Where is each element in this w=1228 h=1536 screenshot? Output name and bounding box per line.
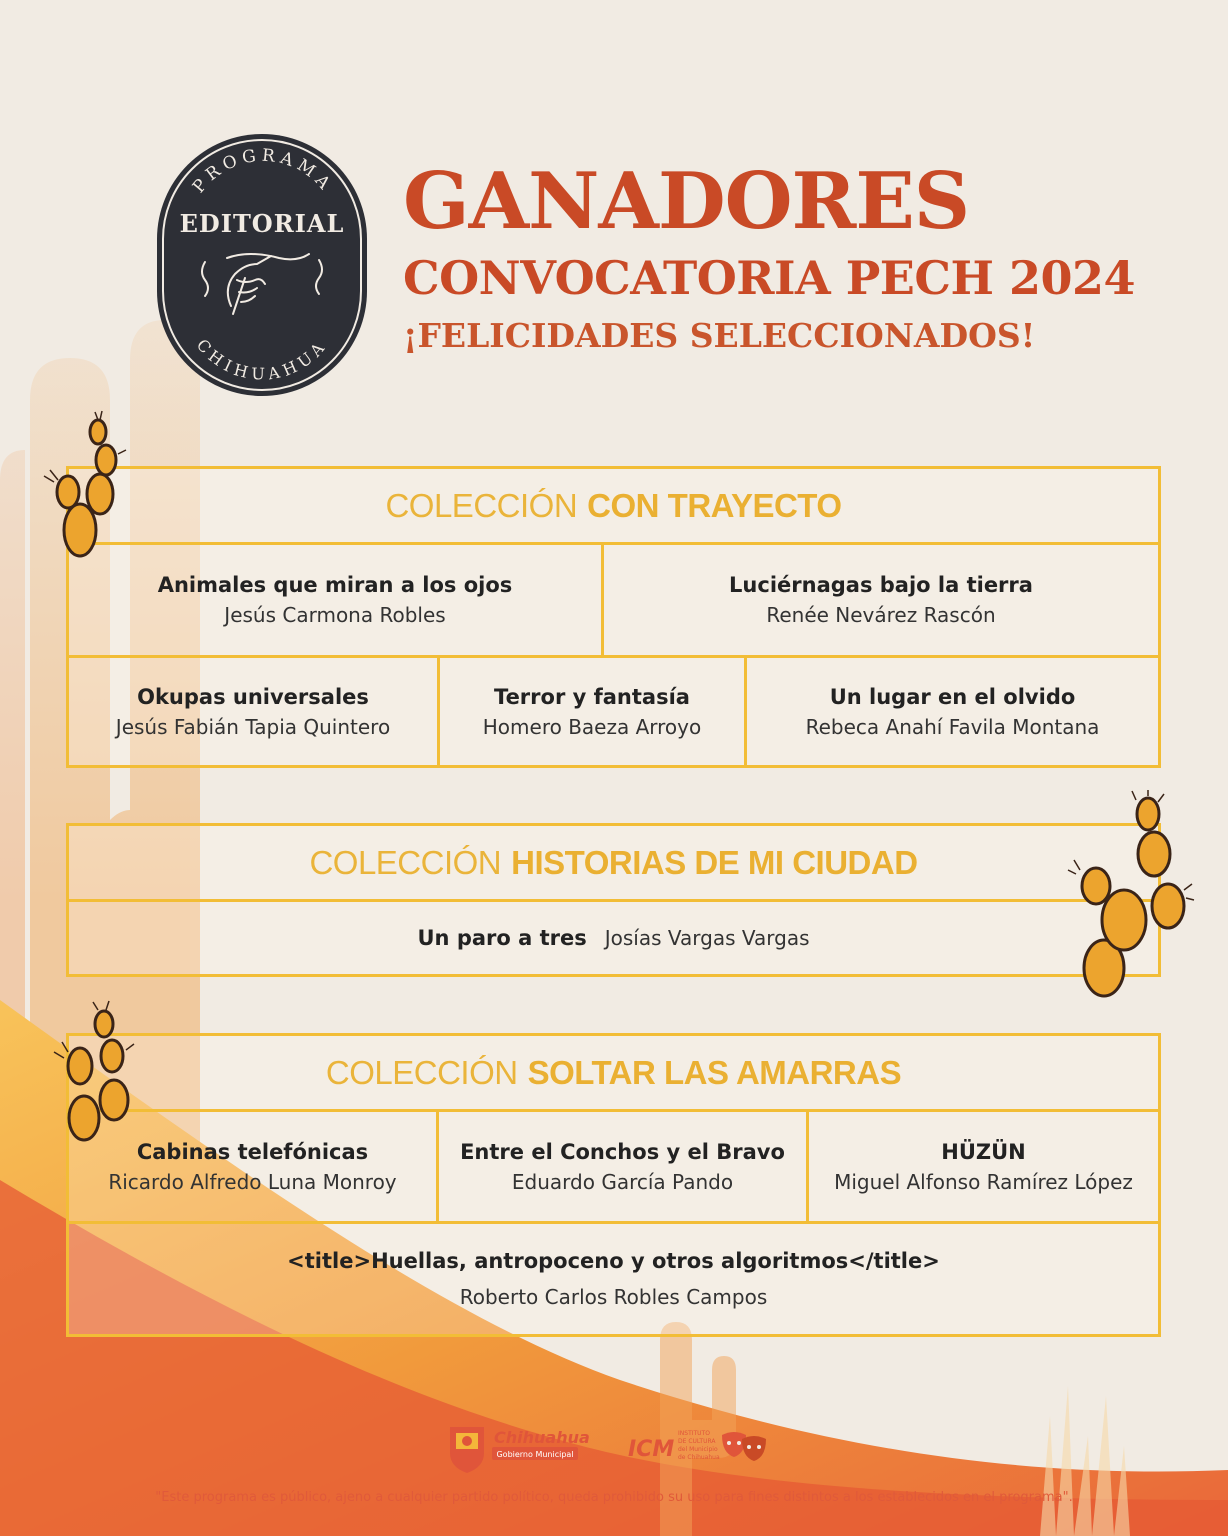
book-title: HÜZÜN: [941, 1139, 1026, 1164]
book-author: Homero Baeza Arroyo: [482, 714, 702, 739]
book-title: Un lugar en el olvido: [829, 684, 1076, 709]
cactus-decoration-icon: [40, 410, 132, 560]
book-author: Miguel Alfonso Ramírez López: [834, 1169, 1133, 1194]
book-author: Jesús Fabián Tapia Quintero: [115, 714, 391, 739]
collection-soltar-las-amarras: [66, 1033, 1161, 1337]
winners-row: [69, 545, 1158, 655]
winner-cell: [69, 545, 601, 655]
collection-title: [69, 1036, 1158, 1112]
chihuahua-coat-of-arms-icon: [450, 1427, 484, 1473]
collection-name: SOLTAR LAS AMARRAS: [527, 1053, 902, 1091]
logo-arc-bottom: CHIHUAHUA: [192, 335, 332, 384]
collection-title: [69, 826, 1158, 902]
municipio-sub: Gobierno Municipal: [496, 1450, 574, 1459]
headline-block: [403, 156, 1203, 358]
collection-historias-de-mi-ciudad: [66, 823, 1161, 977]
winner-cell: [806, 1112, 1158, 1221]
book-author: Josías Vargas Vargas: [604, 926, 810, 950]
winner-cell: [744, 658, 1158, 765]
winners-row: [69, 1221, 1158, 1334]
programa-editorial-logo: [153, 130, 371, 400]
book-author: Rebeca Anahí Favila Montana: [805, 714, 1100, 739]
book-author: Jesús Carmona Robles: [224, 603, 446, 627]
winners-row: [69, 1112, 1158, 1221]
book-title: Okupas universales: [137, 684, 369, 709]
icm-sub-line-2: DE CULTURA: [678, 1438, 716, 1445]
winner-cell: [69, 1224, 1158, 1334]
book-title: Un paro a tres: [417, 926, 587, 950]
book-title: Cabinas telefónicas: [136, 1139, 369, 1164]
winner-cell: [69, 658, 437, 765]
collection-prefix: COLECCIÓN: [385, 486, 578, 524]
logo-arc-top: PROGRAMA: [188, 145, 338, 198]
cactus-decoration-icon: [1066, 790, 1196, 1000]
legal-disclaimer: "Este programa es público, ajeno a cualquier partido político, queda prohibido su uso para fines distintos a los establecidos en el programa".: [155, 1490, 1073, 1505]
page-tagline: ¡FELICIDADES SELECCIONADOS!: [403, 316, 1036, 355]
sponsor-logos: [446, 1419, 786, 1475]
winner-cell: [601, 545, 1158, 655]
book-title: Entre el Conchos y el Bravo: [460, 1139, 785, 1164]
book-title: Luciérnagas bajo la tierra: [729, 573, 1033, 597]
collection-name: CON TRAYECTO: [587, 486, 842, 524]
collection-name: HISTORIAS DE MI CIUDAD: [511, 843, 918, 881]
icm-sub-line-4: de Chihuahua: [678, 1454, 720, 1461]
icm-wordmark: ICM: [628, 1437, 675, 1462]
page-title: GANADORES: [403, 156, 970, 247]
book-author: Roberto Carlos Robles Campos: [459, 1285, 768, 1309]
theater-masks-icon: [722, 1432, 766, 1461]
book-title: Terror y fantasía: [494, 684, 690, 709]
winner-cell: [437, 658, 744, 765]
municipio-name: Chihuahua: [494, 1428, 590, 1447]
book-author: Ricardo Alfredo Luna Monroy: [108, 1169, 397, 1194]
winners-row: [69, 902, 1158, 974]
book-title: Animales que miran a los ojos: [157, 573, 513, 597]
logo-word: EDITORIAL: [179, 209, 345, 238]
winner-cell: [436, 1112, 806, 1221]
collection-con-trayecto: [66, 466, 1161, 768]
collection-prefix: COLECCIÓN: [309, 843, 502, 881]
book-title: <title>Huellas, antropoceno y otros algoritmos</title>: [287, 1249, 940, 1273]
collection-prefix: COLECCIÓN: [325, 1053, 518, 1091]
winners-row: [69, 655, 1158, 765]
book-author: Renée Nevárez Rascón: [766, 603, 996, 627]
cactus-decoration-icon: [50, 1000, 142, 1145]
collection-title: [69, 469, 1158, 545]
icm-sub-line-1: INSTITUTO: [678, 1430, 710, 1437]
book-author: Eduardo García Pando: [511, 1169, 734, 1194]
page-subtitle: CONVOCATORIA PECH 2024: [403, 251, 1135, 305]
icm-sub-line-3: del Municipio: [678, 1446, 718, 1453]
